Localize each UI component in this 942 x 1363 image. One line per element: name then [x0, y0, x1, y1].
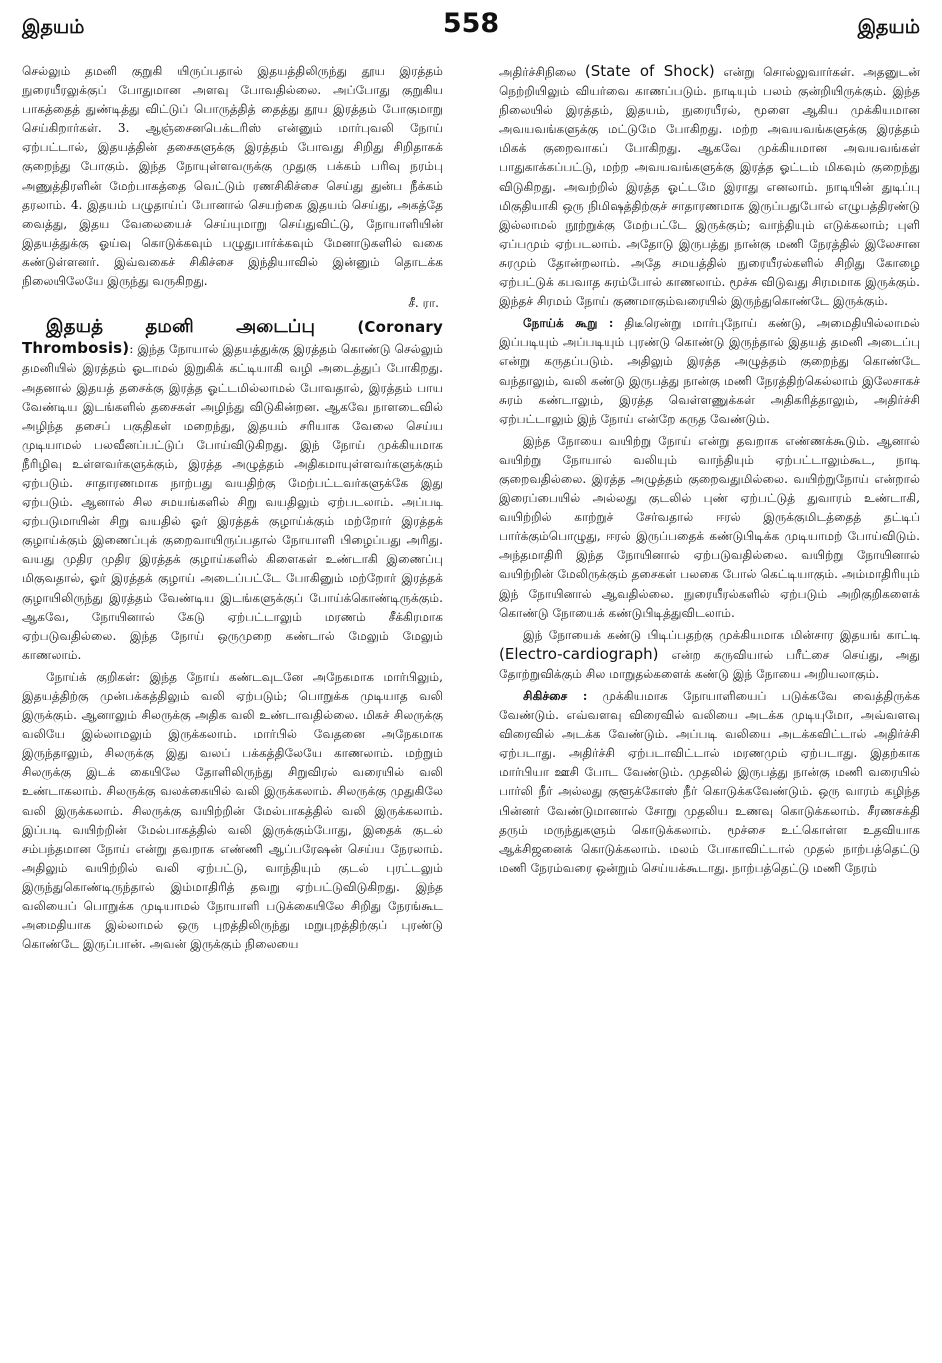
right-paragraph-2 — [499, 314, 920, 429]
left-paragraph-1: செல்லும் தமனி குறுகி யிருப்பதால் இதயத்திலிருந்து தூய இரத்தம் நுரையீரலுக்குப் போதுமான அளவு போவதில்லை. அப்போது குறுகிய பாகத்தைத் துண்டித்து விட்டுப் பொருத்தித் தைத்து தூய இரத்தம் போகுமாறு செய்கிறார்கள். 3. ஆஞ்சைனபெக்டரிஸ் என்னும் மார்புவலி நோய் ஏற்பட்டால், இதயத்தின் தசைகளுக்கு இரத்தம் போவது சிறிது சிறிதாகக் குறைந்து போகும். இந்த நோயுள்ளவருக்கு முதுகு பக்கம் பரிவு நரம்பு அணுத்திரளின் மேற்பாகத்தை வெட்டும் ரணசிகிச்சை செய்து துன்ப நீக்கம் தரலாம். 4. இதயம் பழுதாய்ப் போனால் செயற்கை இதயம் செய்து, அகத்தே வைத்து, இதய வேலையைச் செய்யுமாறு செய்துவிட்டு, நோயாளியின் இதயத்துக்கு ஓய்வு கொடுக்கவும் பழுதுபார்க்கவும் மேனாடுகளில் வகை கண்டுள்ளனர். இவ்வகைச் சிகிச்சை இந்தியாவில் இன்னும் தொடக்க நிலையிலேயே இருந்து வருகிறது. — [22, 64, 443, 289]
right-paragraph-4 — [499, 626, 920, 684]
right-paragraph-4-text: என்ற கருவியால் பரீட்சை செய்து, அது தோற்றுவிக்கும் சில மாறுதல்களைக் கண்டு இந் நோயை அறியலாகும். — [499, 647, 920, 681]
right-paragraph-3: இந்த நோயை வயிற்று நோய் என்று தவறாக எண்ணக்கூடும். ஆனால் வயிற்று நோயால் வலியும் வாந்தியும் ஏற்பட்டாலும்கூட, நாடி குறைவதில்லை. இரத்த அழுத்தம் குறைவதுமில்லை. வயிற்றுநோய் என்றால் இரைப்பையில் அல்லது குடலில் புண் ஏற்பட்டுத் துவாரம் உண்டாகி, வயிற்றில் காற்றுச் சேர்வதால் ஈரல் இருக்குமிடத்தைத் தட்டிப் பார்க்கும்பொழுது, ஈரல் இருப்பதைக் கண்டுபிடிக்க முடியாமற் போய்விடும். அந்தமாதிரி இந்த நோயினால் ஏற்படுவதில்லை. வயிற்று நோயினால் வயிற்றின் மேலிருக்கும் தசைகள் பலகை போல் கெட்டியாகும். அம்மாதிரியும் இந் நோயினால் ஆவதில்லை. நுரையீரல்களில் ஏற்படும் அறிகுறிகளைக் கொண்டு நோயைக் கண்டுபிடித்துவிடலாம். — [499, 433, 920, 620]
running-head-left: இதயம் — [22, 16, 85, 38]
right-paragraph-4-start: இந் நோயைக் கண்டு பிடிப்பதற்கு முக்கியமாக மின்சார இதயங் காட்டி — [523, 627, 920, 642]
right-paragraph-1-text: என்று சொல்லுவார்கள். அதனுடன் நெற்றியிலும் வியர்வை காணப்படும். நாடியும் பலம் குன்றியிருக்கும். இந்த நிலையில் இரத்தம், இதயம், நுரையீரல், மூளை ஆகிய முக்கியமான அவயவங்களுக்கு மட்டுமே போகிறது. மற்ற அவயவங்களுக்கு இரத்தம் மிகக் குறைவாகப் போகிறது. ஆகவே முக்கியமான அவயவங்கள் பாதுகாக்கப்பட்டு, மற்ற அவயவங்களுக்கு இரத்த ஓட்டம் மிகவும் குறைந்து விடுகிறது. அவற்றில் இரத்த ஓட்டமே இராது எனலாம். நாடியின் துடிப்பு மிகுதியாகி ஒரு நிமிஷத்திற்குச் சாதாரணமாக இருப்பதுபோல் எழுபத்திரண்டு இல்லாமல் நூற்றுக்கு மேற்பட்டே இருக்கும்; வாந்தியும் எடுக்கலாம்; புளி ஏப்பமும் ஏற்படலாம். அதோடு இருபத்து நான்கு மணி நேரத்தில் இலேசான சுரமும் தோன்றலாம். அதே சமயத்தில் நுரையீரல்களில் சிறிது கோழை ஏற்பட்டுக் கபவாத சுரம்போல் காணலாம். மூச்சு விடுவது சிரமமாக இருக்கும். இந்தச் சிரமம் நோய் குணமாகும்வரையில் இருந்துகொண்டே இருக்கும். — [499, 65, 920, 309]
right-paragraph-2-text: திடீரென்று மார்புநோய் கண்டு, அமைதியில்லாமல் இப்படியும் அப்படியும் புரண்டு கொண்டு இருந்தால் இதயத் தமனி அடைப்பு என்று கருதப்படும். அதிலும் இரத்த அழுத்தம் குறைந்து கொண்டே வந்தாலும், வலி கண்டு இருபத்து நான்கு மணி நேரத்திற்கெல்லாம் இலேசாகச் சுரம் கண்டாலும், இரத்த வெள்ளணுக்கள் அதிகரித்தாலும், அதிர்ச்சி ஏற்பட்டாலும் இந் நோய் என்றே கருத வேண்டும். — [499, 316, 920, 426]
page-header — [22, 8, 920, 52]
right-paragraph-1 — [499, 62, 920, 311]
diagnosis-label: நோய்க் கூறு : — [523, 316, 614, 331]
page-number: 558 — [442, 8, 500, 39]
entry-heading-english: (Coronary Thrombosis) — [22, 318, 444, 358]
right-paragraph-5 — [499, 687, 920, 878]
left-paragraph-2-text: : இந்த நோயால் இதயத்துக்கு இரத்தம் கொண்டு செல்லும் தமனியில் இரத்தம் ஓடாமல் இறுகிக் கட்டியாகி வழி அடைத்துப் போகிறது. அதனால் இதயத் தசைக்கு இரத்த ஓட்டமில்லாமல் போவதால், இரத்தம் பாய வேண்டிய இடங்களில் தசைகள் அழிந்து விடுகின்றன. ஆகவே நாளடைவில் அழிந்த தசைப் பகுதிகள் மறைந்து, இதயம் சரியாக வேலை செய்ய முடியாமல் பலவீனப்பட்டுப் போய்விடுகிறது. இந் நோய் முக்கியமாக நீரிழிவு உள்ளவர்களுக்கும், இரத்த அழுத்தம் அதிகமாயுள்ளவர்களுக்கும் ஏற்படும். சாதாரணமாக நாற்பது வயதிற்கு மேற்பட்டவர்களுக்கே இது ஏற்படும். ஆனால் சில சமயங்களில் சிறு வயதிலும் ஏற்படலாம். அப்படி ஏற்படுமாயின் சிறு வயதில் ஓர் இரத்தக் குழாய்க்கும் மற்றோர் இரத்தக் குழாய்க்கும் இணைப்புக் குறைவாயிருப்பதால் நோயாளி பிழைப்பது அரிது. வயது முதிர முதிர இரத்தக் குழாய்களில் கிளைகள் உண்டாகி இணைப்பு மிகுவதால், ஓர் இரத்தக் குழாய் அடைப்பட்டே போகினும் மற்றோர் இரத்தக் குழாயிலிருந்து இரத்தம் வேண்டிய இடங்களுக்குப் போய்க்கொண்டிருக்கும். ஆகவே, நோயினால் கேடு ஏற்பட்டாலும் மரணம் சீக்கிரமாக ஏற்படுவதில்லை. இந்த நோய் ஒருமுறை கண்டால் மேலும் மேலும் காணலாம். — [22, 342, 443, 662]
treatment-label: சிகிச்சை : — [523, 689, 588, 703]
left-paragraph-3: நோய்க் குறிகள்: இந்த நோய் கண்டவுடனே அநேகமாக மார்பிலும், இதயத்திற்கு முன்பக்கத்திலும் வலி ஏற்படும்; பொறுக்க முடியாத வலி இருக்கும். ஆனாலும் சிலருக்கு அதிக வலி உண்டாவதில்லை. மிகச் சிலருக்கு வலியே இல்லாமலும் இருக்கலாம். மார்பில் வேதனை அநேகமாக இருந்தாலும், சிலருக்கு இது வலப் பக்கத்திலேயே காணலாம். மற்றும் சிலருக்கு இடக் கையிலே தோளிலிருந்து சிறுவிரல் வரையில் வலி உண்டாகலாம். சிலருக்கு வலக்கையில் வலி இருக்கலாம். சிலருக்கு முதுகிலே வலி இருக்கலாம். சிலருக்கு வயிற்றின் மேல்பாகத்தில் வலி இருக்கலாம். இப்படி வயிற்றின் மேல்பாகத்தில் வலி இருக்கும்போது, இதைக் குடல் சம்பந்தமான நோய் என்று தவறாக எண்ணி ஆப்பரேஷன் செய்ய நேரலாம். அதிலும் வயிற்றில் வலி ஏற்பட்டு, வாந்தியும் குடல் புரட்டலும் இருந்துகொண்டிருந்தால் இம்மாதிரித் தவறு ஏற்பட்டுவிடுகிறது. இந்த வலியைப் பொறுக்க முடியாமல் நோயாளி படுக்கையிலே சிறிது நேரங்கூட அமைதியாக இல்லாமல் ஒரு புறத்திலிருந்து மறுபுறத்திற்குப் புரண்டு கொண்டே இருப்பான். அவன் இருக்கும் நிலையை — [22, 669, 443, 952]
shock-term-english: (State of Shock) — [584, 62, 715, 80]
right-column — [499, 62, 920, 881]
right-paragraph-5-text: முக்கியமாக நோயாளியைப் படுக்கவே வைத்திருக்க வேண்டும். எவ்வளவு விரைவில் வலியை அடக்க முடியுமோ, அவ்வளவு விரைவில் அடக்க வேண்டும். அப்படி வலியை அடக்கவிட்டால் அதிர்ச்சி ஏற்படாது. அதிர்ச்சி ஏற்படாவிட்டால் மரணமும் ஏற்படாது. இதற்காக மார்பியா ஊசி போட வேண்டும். முதலில் இருபத்து நான்கு மணி வரையில் பார்லி நீர் அல்லது குளூக்கோஸ் நீர் கொடுக்கவேண்டும். ஒரு வாரம் கழிந்த பின்னர் வேண்டுமானால் சோறு முதலிய உணவு கொடுக்கலாம். சீரணசக்தி தரும் மருந்துகளும் கொடுக்கலாம். மூச்சை உட்கொள்ள உதவியாக ஆக்சிஜனைக் கொடுக்கலாம். மலம் போகாவிட்டால் முதல் நாற்பத்தெட்டு மணி நேரம்வரை ஒன்றும் செய்யக்கூடாது. நாற்பத்தெட்டு மணி நேரம் — [499, 689, 920, 875]
left-column — [22, 62, 443, 957]
author-signature: சீ. ரா. — [408, 296, 439, 311]
right-paragraph-1-start: அதிர்ச்சிநிலை — [499, 65, 577, 79]
left-paragraph-2 — [22, 317, 443, 665]
running-head-right: இதயம் — [857, 16, 920, 38]
ecg-term-english: (Electro-cardiograph) — [499, 644, 659, 663]
entry-heading-tamil: இதயத் தமனி அடைப்பு — [46, 316, 316, 338]
